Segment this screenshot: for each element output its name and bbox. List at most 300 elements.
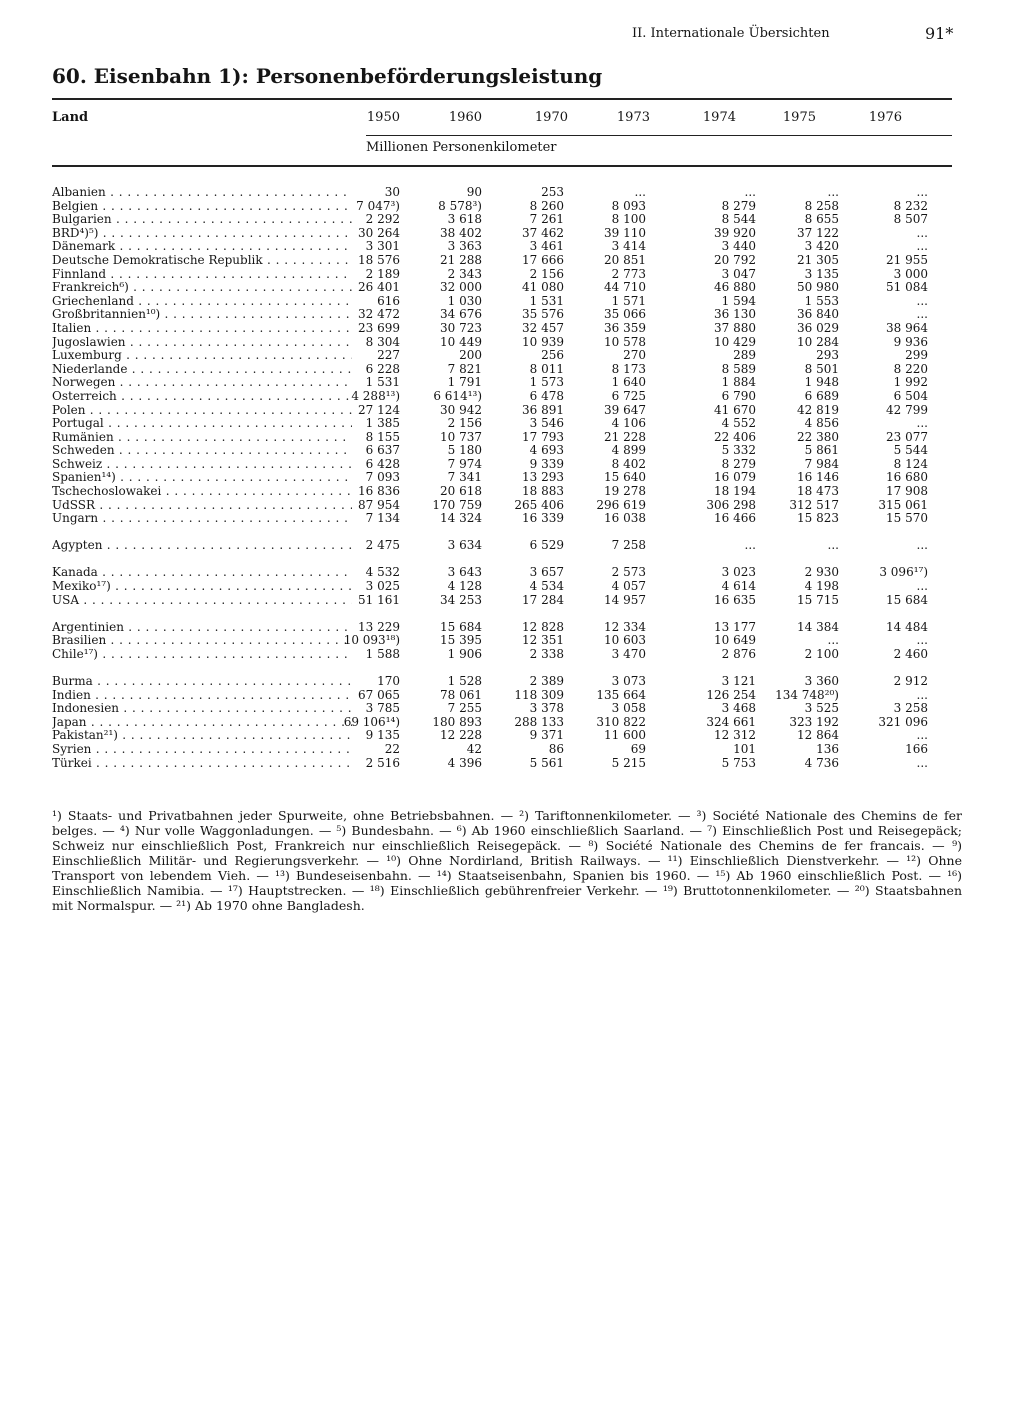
country-name: Jugoslawien . . . bbox=[52, 336, 352, 350]
value-cell: 37 122 bbox=[797, 225, 839, 240]
value-cell: 15 823 bbox=[797, 511, 839, 526]
country-name: Mexiko¹⁷) . . . bbox=[52, 580, 352, 594]
country-name: Brasilien . . . bbox=[52, 634, 352, 648]
table-body bbox=[0, 186, 1024, 784]
value-cell: 289 bbox=[733, 348, 756, 363]
value-cell: 16 079 bbox=[714, 470, 756, 485]
value-cell: 78 061 bbox=[440, 687, 482, 702]
value-cell: 8 173 bbox=[611, 361, 646, 376]
value-cell: 30 264 bbox=[358, 225, 400, 240]
value-cell: 8 402 bbox=[611, 456, 646, 471]
value-cell: 20 851 bbox=[604, 252, 646, 267]
value-cell: 5 332 bbox=[721, 443, 756, 458]
unit-rule bbox=[366, 135, 952, 136]
value-cell: 12 334 bbox=[604, 619, 646, 634]
country-name: Indien . . . bbox=[52, 689, 352, 703]
value-cell: 4 736 bbox=[804, 755, 839, 770]
country-name: Luxemburg . . . bbox=[52, 349, 352, 363]
table-row bbox=[0, 240, 1024, 254]
value-cell: 19 278 bbox=[604, 484, 646, 499]
value-cell: ... bbox=[916, 225, 928, 240]
value-cell: 36 840 bbox=[797, 307, 839, 322]
value-cell: 3 378 bbox=[529, 701, 564, 716]
value-cell: 1 640 bbox=[611, 375, 646, 390]
value-cell: 7 821 bbox=[447, 361, 482, 376]
value-cell: 3 121 bbox=[721, 674, 756, 688]
table-row bbox=[0, 431, 1024, 445]
value-cell: ... bbox=[916, 239, 928, 254]
value-cell: 15 395 bbox=[440, 633, 482, 648]
value-cell: 6 428 bbox=[365, 456, 400, 471]
country-name: Österreich . . . bbox=[52, 390, 352, 404]
table-row bbox=[0, 390, 1024, 404]
value-cell: ... bbox=[916, 687, 928, 702]
page-number: 91* bbox=[925, 24, 954, 43]
country-name: Japan . . . bbox=[52, 716, 352, 730]
country-name: Argentinien . . . bbox=[52, 621, 352, 635]
value-cell: ... bbox=[916, 185, 928, 199]
value-cell: 44 710 bbox=[604, 280, 646, 295]
value-cell: 22 bbox=[384, 741, 400, 756]
value-cell: 1 531 bbox=[365, 375, 400, 390]
value-cell: 10 449 bbox=[440, 334, 482, 349]
value-cell: ... bbox=[744, 538, 756, 553]
value-cell: ... bbox=[916, 307, 928, 322]
value-cell: 18 883 bbox=[522, 484, 564, 499]
value-cell: 3 470 bbox=[611, 646, 646, 661]
table-group bbox=[0, 621, 1024, 662]
value-cell: 6 689 bbox=[804, 388, 839, 403]
value-cell: 4 198 bbox=[804, 579, 839, 594]
country-name: Polen . . . bbox=[52, 404, 352, 418]
value-cell: ... bbox=[916, 416, 928, 431]
value-cell: 8 155 bbox=[365, 429, 400, 444]
value-cell: 1 791 bbox=[447, 375, 482, 390]
value-cell: 118 309 bbox=[514, 687, 564, 702]
value-cell: 16 339 bbox=[522, 511, 564, 526]
value-cell: 10 284 bbox=[797, 334, 839, 349]
country-name: Großbritannien¹⁰) . . . bbox=[52, 308, 352, 322]
table-row bbox=[0, 702, 1024, 716]
table-row bbox=[0, 281, 1024, 295]
value-cell: 35 066 bbox=[604, 307, 646, 322]
value-cell: 21 288 bbox=[440, 252, 482, 267]
value-cell: 3 073 bbox=[611, 674, 646, 688]
table-row bbox=[0, 363, 1024, 377]
country-name: Kanada . . . bbox=[52, 566, 352, 580]
table-row bbox=[0, 444, 1024, 458]
value-cell: 7 984 bbox=[804, 456, 839, 471]
value-cell: 10 093¹⁸) bbox=[343, 633, 400, 648]
table-row bbox=[0, 417, 1024, 431]
value-cell: ... bbox=[634, 185, 646, 199]
value-cell: 4 693 bbox=[529, 443, 564, 458]
value-cell: ... bbox=[916, 538, 928, 553]
value-cell: 2 156 bbox=[529, 266, 564, 281]
value-cell: 6 529 bbox=[529, 538, 564, 553]
country-name: Albanien . . . bbox=[52, 186, 352, 200]
value-cell: 1 992 bbox=[893, 375, 928, 390]
value-cell: 30 bbox=[384, 185, 400, 199]
country-name: Türkei . . . bbox=[52, 757, 352, 771]
value-cell: 42 819 bbox=[797, 402, 839, 417]
value-cell: 8 260 bbox=[529, 198, 564, 213]
value-cell: 1 588 bbox=[365, 646, 400, 661]
value-cell: 27 124 bbox=[358, 402, 400, 417]
value-cell: 8 011 bbox=[529, 361, 564, 376]
value-cell: 41 670 bbox=[714, 402, 756, 417]
running-head: II. Internationale Übersichten bbox=[632, 26, 830, 41]
table-group bbox=[0, 566, 1024, 607]
table-row bbox=[0, 621, 1024, 635]
value-cell: 324 661 bbox=[706, 714, 756, 729]
value-cell: 32 000 bbox=[440, 280, 482, 295]
value-cell: 4 532 bbox=[365, 565, 400, 580]
table-row bbox=[0, 499, 1024, 513]
value-cell: 3 360 bbox=[804, 674, 839, 688]
value-cell: 4 899 bbox=[611, 443, 646, 458]
value-cell: 3 058 bbox=[611, 701, 646, 716]
value-cell: 16 038 bbox=[604, 511, 646, 526]
table-row bbox=[0, 716, 1024, 730]
value-cell: 38 964 bbox=[886, 320, 928, 335]
value-cell: 22 406 bbox=[714, 429, 756, 444]
value-cell: 39 647 bbox=[604, 402, 646, 417]
value-cell: 1 884 bbox=[721, 375, 756, 390]
value-cell: 6 504 bbox=[893, 388, 928, 403]
value-cell: 8 279 bbox=[721, 198, 756, 213]
value-cell: 10 939 bbox=[522, 334, 564, 349]
value-cell: ... bbox=[744, 185, 756, 199]
value-cell: 5 544 bbox=[893, 443, 928, 458]
value-cell: 1 906 bbox=[447, 646, 482, 661]
value-cell: 8 100 bbox=[611, 212, 646, 227]
table-row bbox=[0, 729, 1024, 743]
table-row bbox=[0, 471, 1024, 485]
value-cell: 36 130 bbox=[714, 307, 756, 322]
value-cell: 8 501 bbox=[804, 361, 839, 376]
value-cell: 136 bbox=[816, 741, 839, 756]
value-cell: 18 473 bbox=[797, 484, 839, 499]
table-row bbox=[0, 295, 1024, 309]
value-cell: 315 061 bbox=[878, 497, 928, 512]
value-cell: 3 546 bbox=[529, 416, 564, 431]
value-cell: 200 bbox=[459, 348, 482, 363]
value-cell: 3 000 bbox=[893, 266, 928, 281]
value-cell: 126 254 bbox=[706, 687, 756, 702]
value-cell: 39 110 bbox=[604, 225, 646, 240]
country-name: Frankreich⁶) . . . bbox=[52, 281, 352, 295]
value-cell: 7 134 bbox=[365, 511, 400, 526]
value-cell: 1 948 bbox=[804, 375, 839, 390]
country-name: Ägypten . . . bbox=[52, 539, 352, 553]
value-cell: 3 785 bbox=[365, 701, 400, 716]
value-cell: 3 634 bbox=[447, 538, 482, 553]
value-cell: ... bbox=[827, 633, 839, 648]
value-cell: 38 402 bbox=[440, 225, 482, 240]
value-cell: 3 657 bbox=[529, 565, 564, 580]
value-cell: 227 bbox=[377, 348, 400, 363]
value-cell: 15 684 bbox=[440, 619, 482, 634]
table-row bbox=[0, 336, 1024, 350]
value-cell: 42 799 bbox=[886, 402, 928, 417]
value-cell: 16 635 bbox=[714, 592, 756, 607]
table-row bbox=[0, 308, 1024, 322]
value-cell: 10 737 bbox=[440, 429, 482, 444]
year-header: 1975 bbox=[782, 110, 816, 125]
country-name: Italien . . . bbox=[52, 322, 352, 336]
value-cell: 7 261 bbox=[529, 212, 564, 227]
value-cell: 14 324 bbox=[440, 511, 482, 526]
value-cell: 23 699 bbox=[358, 320, 400, 335]
value-cell: 2 292 bbox=[365, 212, 400, 227]
value-cell: 41 080 bbox=[522, 280, 564, 295]
value-cell: 12 864 bbox=[797, 728, 839, 743]
value-cell: 288 133 bbox=[514, 714, 564, 729]
value-cell: 5 215 bbox=[611, 755, 646, 770]
table-group bbox=[0, 539, 1024, 553]
value-cell: 2 338 bbox=[529, 646, 564, 661]
value-cell: 46 880 bbox=[714, 280, 756, 295]
value-cell: 3 643 bbox=[447, 565, 482, 580]
value-cell: 10 429 bbox=[714, 334, 756, 349]
value-cell: 3 258 bbox=[893, 701, 928, 716]
value-cell: 86 bbox=[548, 741, 564, 756]
value-cell: 296 619 bbox=[596, 497, 646, 512]
country-name: Schweiz . . . bbox=[52, 458, 352, 472]
value-cell: ... bbox=[916, 579, 928, 594]
value-cell: 8 578³) bbox=[438, 198, 482, 213]
value-cell: 3 414 bbox=[611, 239, 646, 254]
value-cell: 10 603 bbox=[604, 633, 646, 648]
value-cell: 7 258 bbox=[611, 538, 646, 553]
country-name: Spanien¹⁴) . . . bbox=[52, 471, 352, 485]
table-row bbox=[0, 254, 1024, 268]
value-cell: 12 828 bbox=[522, 619, 564, 634]
value-cell: 21 955 bbox=[886, 252, 928, 267]
table-row bbox=[0, 594, 1024, 608]
value-cell: 293 bbox=[816, 348, 839, 363]
value-cell: 17 284 bbox=[522, 592, 564, 607]
value-cell: 17 908 bbox=[886, 484, 928, 499]
value-cell: 20 618 bbox=[440, 484, 482, 499]
value-cell: 20 792 bbox=[714, 252, 756, 267]
value-cell: 34 253 bbox=[440, 592, 482, 607]
year-header: 1976 bbox=[868, 110, 902, 125]
value-cell: 6 725 bbox=[611, 388, 646, 403]
value-cell: 4 396 bbox=[447, 755, 482, 770]
value-cell: 21 228 bbox=[604, 429, 646, 444]
value-cell: 9 371 bbox=[529, 728, 564, 743]
year-header: 1950 bbox=[366, 110, 400, 125]
value-cell: 30 723 bbox=[440, 320, 482, 335]
value-cell: 14 384 bbox=[797, 619, 839, 634]
value-cell: 4 106 bbox=[611, 416, 646, 431]
value-cell: 21 305 bbox=[797, 252, 839, 267]
value-cell: 2 156 bbox=[447, 416, 482, 431]
value-cell: 312 517 bbox=[789, 497, 839, 512]
country-name: Ungarn . . . bbox=[52, 512, 352, 526]
table-row bbox=[0, 268, 1024, 282]
value-cell: 3 525 bbox=[804, 701, 839, 716]
top-rule bbox=[52, 98, 952, 100]
value-cell: 3 420 bbox=[804, 239, 839, 254]
header-bottom-rule bbox=[52, 165, 952, 167]
value-cell: ... bbox=[827, 538, 839, 553]
value-cell: 16 836 bbox=[358, 484, 400, 499]
value-cell: 1 030 bbox=[447, 293, 482, 308]
table-row bbox=[0, 757, 1024, 771]
table-title: 60. Eisenbahn 1): Personenbeförderungsleistung bbox=[52, 64, 603, 88]
table-row bbox=[0, 349, 1024, 363]
value-cell: 253 bbox=[541, 185, 564, 199]
value-cell: 7 093 bbox=[365, 470, 400, 485]
value-cell: 256 bbox=[541, 348, 564, 363]
value-cell: 6 228 bbox=[365, 361, 400, 376]
value-cell: 4 288¹³) bbox=[351, 388, 400, 403]
value-cell: 3 023 bbox=[721, 565, 756, 580]
value-cell: 2 343 bbox=[447, 266, 482, 281]
country-name: Finnland . . . bbox=[52, 268, 352, 282]
country-name: Burma . . . bbox=[52, 675, 352, 689]
table-row bbox=[0, 227, 1024, 241]
value-cell: 3 301 bbox=[365, 239, 400, 254]
value-cell: 26 401 bbox=[358, 280, 400, 295]
value-cell: 1 385 bbox=[365, 416, 400, 431]
value-cell: 310 822 bbox=[596, 714, 646, 729]
table-row bbox=[0, 539, 1024, 553]
value-cell: 180 893 bbox=[432, 714, 482, 729]
value-cell: 35 576 bbox=[522, 307, 564, 322]
value-cell: 8 655 bbox=[804, 212, 839, 227]
value-cell: 8 124 bbox=[893, 456, 928, 471]
value-cell: 15 715 bbox=[797, 592, 839, 607]
country-name: Belgien . . . bbox=[52, 200, 352, 214]
value-cell: 3 618 bbox=[447, 212, 482, 227]
land-header: Land bbox=[52, 110, 89, 125]
value-cell: 7 047³) bbox=[356, 198, 400, 213]
value-cell: 5 561 bbox=[529, 755, 564, 770]
value-cell: 67 065 bbox=[358, 687, 400, 702]
country-name: Tschechoslowakei . . . bbox=[52, 485, 352, 499]
value-cell: 8 232 bbox=[893, 198, 928, 213]
value-cell: 134 748²⁰) bbox=[775, 687, 839, 702]
country-name: Pakistan²¹) . . . bbox=[52, 729, 352, 743]
value-cell: 299 bbox=[905, 348, 928, 363]
value-cell: 6 637 bbox=[365, 443, 400, 458]
value-cell: 5 753 bbox=[721, 755, 756, 770]
year-header: 1974 bbox=[702, 110, 736, 125]
value-cell: 34 676 bbox=[440, 307, 482, 322]
country-name: Bulgarien . . . bbox=[52, 213, 352, 227]
value-cell: 3 461 bbox=[529, 239, 564, 254]
country-name: Niederlande . . . bbox=[52, 363, 352, 377]
value-cell: 4 057 bbox=[611, 579, 646, 594]
value-cell: 36 891 bbox=[522, 402, 564, 417]
value-cell: 6 478 bbox=[529, 388, 564, 403]
value-cell: 101 bbox=[733, 741, 756, 756]
value-cell: 3 135 bbox=[804, 266, 839, 281]
country-name: Schweden . . . bbox=[52, 444, 352, 458]
year-header: 1970 bbox=[534, 110, 568, 125]
table-row bbox=[0, 404, 1024, 418]
table-row bbox=[0, 200, 1024, 214]
value-cell: 9 936 bbox=[893, 334, 928, 349]
value-cell: 18 194 bbox=[714, 484, 756, 499]
table-group bbox=[0, 186, 1024, 526]
value-cell: 1 531 bbox=[529, 293, 564, 308]
table-row bbox=[0, 376, 1024, 390]
value-cell: 69 106¹⁴) bbox=[343, 714, 400, 729]
value-cell: 8 258 bbox=[804, 198, 839, 213]
value-cell: 2 189 bbox=[365, 266, 400, 281]
value-cell: 12 351 bbox=[522, 633, 564, 648]
value-cell: 321 096 bbox=[878, 714, 928, 729]
value-cell: 323 192 bbox=[789, 714, 839, 729]
value-cell: 7 341 bbox=[447, 470, 482, 485]
country-name: Deutsche Demokratische Republik . . . bbox=[52, 254, 352, 268]
value-cell: 616 bbox=[377, 293, 400, 308]
country-name: Indonesien . . . bbox=[52, 702, 352, 716]
value-cell: ... bbox=[916, 293, 928, 308]
value-cell: 8 304 bbox=[365, 334, 400, 349]
value-cell: 2 460 bbox=[893, 646, 928, 661]
value-cell: 4 552 bbox=[721, 416, 756, 431]
value-cell: 12 312 bbox=[714, 728, 756, 743]
country-name: USA . . . bbox=[52, 594, 352, 608]
value-cell: 170 759 bbox=[432, 497, 482, 512]
value-cell: 135 664 bbox=[596, 687, 646, 702]
footnote-text: ¹) Staats- und Privatbahnen jeder Spurweite, ohne Betriebsbahnen. — ²) Tariftonnenkilometer. — ³) Société Nationale des Chemins de fer belges. — ⁴) Nur volle Waggonladungen. — ⁵) Bundesbahn. — ⁶) Ab 1960 einschließlich Saarland. — ⁷) Einschließlich Post und Reisegepäck; Schweiz nur einschließlich Post, Frankreich nur einschließlich Reisegepäck. — ⁸) Société Nationale des Chemins de fer francais. — ⁹) Einschließlich Militär- und Regierungsverkehr. — ¹⁰) Ohne Nordirland, British Railways. — ¹¹) Einschließlich Dienstverkehr. — ¹²) Ohne Transport von lebendem Vieh. — ¹³) Bundeseisenbahn. — ¹⁴) Staatseisenbahn, Spanien bis 1960. — ¹⁵) Ab 1960 einschließlich Post. — ¹⁶) Einschließlich Namibia. — ¹⁷) Hauptstrecken. — ¹⁸) Einschließlich gebührenfreier Verkehr. — ¹⁹) Bruttotonnenkilometer. — ²⁰) Staatsbahnen mit Normalspur. — ²¹) Ab 1970 ohne Bangladesh. bbox=[52, 808, 962, 913]
country-name: UdSSR . . . bbox=[52, 499, 352, 513]
value-cell: 51 161 bbox=[358, 592, 400, 607]
value-cell: 16 466 bbox=[714, 511, 756, 526]
value-cell: 1 553 bbox=[804, 293, 839, 308]
value-cell: 32 472 bbox=[358, 307, 400, 322]
value-cell: 17 793 bbox=[522, 429, 564, 444]
value-cell: 7 974 bbox=[447, 456, 482, 471]
value-cell: 2 876 bbox=[721, 646, 756, 661]
value-cell: ... bbox=[827, 185, 839, 199]
value-cell: 14 957 bbox=[604, 592, 646, 607]
value-cell: 1 528 bbox=[447, 674, 482, 688]
value-cell: 8 220 bbox=[893, 361, 928, 376]
country-name: BRD⁴)⁵) . . . bbox=[52, 227, 352, 241]
value-cell: ... bbox=[916, 633, 928, 648]
value-cell: 50 980 bbox=[797, 280, 839, 295]
value-cell: 90 bbox=[466, 185, 482, 199]
value-cell: 1 573 bbox=[529, 375, 564, 390]
value-cell: 2 912 bbox=[893, 674, 928, 688]
value-cell: 7 255 bbox=[447, 701, 482, 716]
value-cell: 39 920 bbox=[714, 225, 756, 240]
value-cell: 5 861 bbox=[804, 443, 839, 458]
value-cell: 4 128 bbox=[447, 579, 482, 594]
table-row bbox=[0, 634, 1024, 648]
value-cell: 9 339 bbox=[529, 456, 564, 471]
value-cell: 36 359 bbox=[604, 320, 646, 335]
value-cell: 2 573 bbox=[611, 565, 646, 580]
table-group bbox=[0, 675, 1024, 770]
table-row bbox=[0, 580, 1024, 594]
value-cell: 3 440 bbox=[721, 239, 756, 254]
value-cell: 17 666 bbox=[522, 252, 564, 267]
value-cell: 37 880 bbox=[714, 320, 756, 335]
value-cell: 14 484 bbox=[886, 619, 928, 634]
value-cell: 166 bbox=[905, 741, 928, 756]
value-cell: ... bbox=[916, 755, 928, 770]
value-cell: 2 516 bbox=[365, 755, 400, 770]
